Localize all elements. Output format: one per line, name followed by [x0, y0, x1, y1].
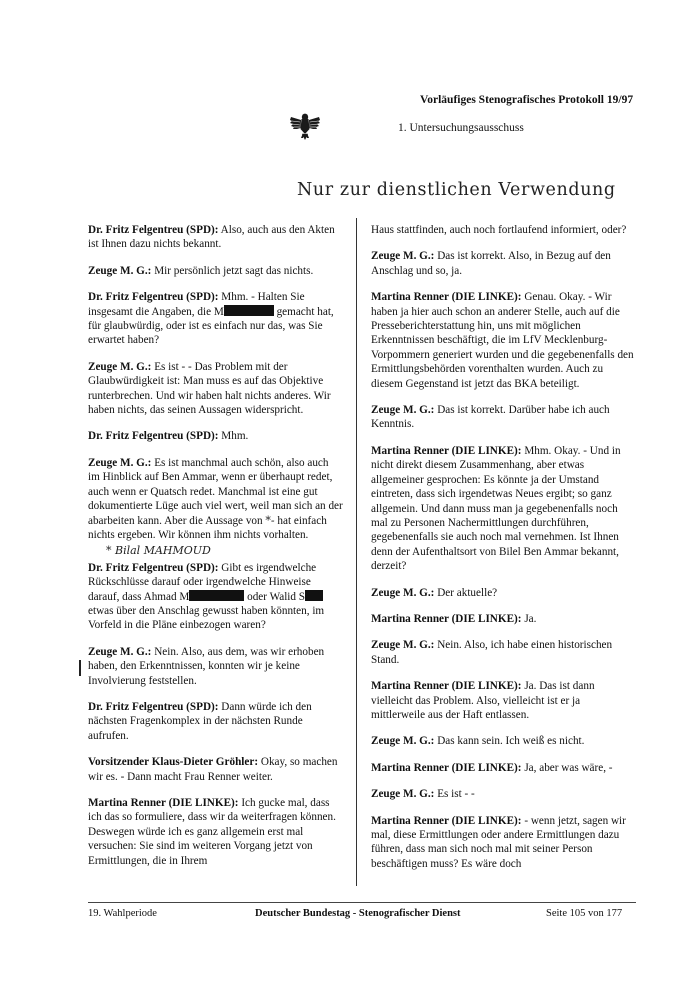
- statement-text: Mhm. Okay. - Und in nicht direkt diesem Zusammenhang, aber etwas allgemeiner gesprochen: Es könnte ja der Umstand eintreten, dass sich irgendetwas Neues ergibt; so ganz allgemein. Und dann muss man ja gegebenenfalls noch mal zu Personen Nachermittlungen durchführen, gegebenenfalls sie auch noch mal vernehmen. Ist Ihnen denn der Aufenthaltsort von Bilel Ben Ammar bekannt, derzeit?: [371, 444, 621, 573]
- transcript-entry: [371, 638, 634, 667]
- transcript-entry: [371, 679, 634, 722]
- page-number: Seite 105 von 177: [546, 908, 623, 919]
- speaker-name: Zeuge M. G.:: [371, 250, 435, 263]
- statement-text: Der aktuelle?: [437, 586, 498, 599]
- speaker-name: Martina Renner (DIE LINKE):: [371, 612, 522, 625]
- transcript-entry: [371, 444, 634, 574]
- footer-service: Deutscher Bundestag - Stenografischer Dienst: [255, 908, 461, 919]
- statement-text: Mhm.: [221, 430, 249, 443]
- transcript-entry: [88, 264, 343, 278]
- transcript-entry: [371, 249, 634, 278]
- statement-text: Ja. Das ist dann vielleicht das Problem. Also, vielleicht ist er ja mittlerweile aus der Haft entlassen.: [371, 680, 595, 721]
- transcript-entry: [88, 700, 343, 743]
- statement-text: Das kann sein. Ich weiß es nicht.: [437, 735, 585, 748]
- speaker-name: Zeuge M. G.:: [88, 645, 152, 658]
- statement-text: Dann würde ich den nächsten Fragenkomplex in der nächsten Runde aufrufen.: [88, 700, 312, 742]
- statement-text: Okay, so machen wir es. - Dann macht Frau Renner weiter.: [88, 756, 338, 783]
- classification-notice: Nur zur dienstlichen Verwendung: [297, 180, 616, 200]
- speaker-name: Dr. Fritz Felgentreu (SPD):: [88, 561, 219, 574]
- transcript-entry: [371, 612, 634, 626]
- committee-name: 1. Untersuchungsausschuss: [398, 122, 524, 134]
- speaker-name: Zeuge M. G.:: [371, 639, 435, 652]
- transcript-entry: [371, 734, 634, 748]
- transcript-entry: [371, 223, 634, 237]
- statement-text: Gibt es irgendwelche Rückschlüsse darauf oder irgendwelche Hinweise darauf, dass Ahmad M: [88, 561, 317, 603]
- statement-text: - wenn jetzt, sagen wir mal, diese Ermittlungen oder andere Ermittlungen dazu führen, dass man sich noch mal mit seiner Person beschäftigen muss? Es wäre doch: [371, 814, 626, 870]
- statement-text: Nein. Also, aus dem, was wir erhoben haben, den Erkenntnissen, konnten wir je keine Involvierung feststellen.: [88, 645, 325, 687]
- speaker-name: Dr. Fritz Felgentreu (SPD):: [88, 291, 219, 304]
- transcript-entry: [371, 586, 634, 600]
- handwritten-annotation: * Bilal MAHMOUD: [106, 544, 211, 558]
- transcript-entry: [88, 796, 343, 868]
- statement-text: Ja.: [524, 612, 537, 625]
- speaker-name: Zeuge M. G.:: [371, 404, 435, 417]
- speaker-name: Martina Renner (DIE LINKE):: [371, 291, 522, 304]
- transcript-entry: [371, 814, 634, 872]
- speaker-name: Martina Renner (DIE LINKE):: [371, 761, 522, 774]
- transcript-entry: [371, 761, 634, 775]
- speaker-name: Martina Renner (DIE LINKE):: [371, 680, 522, 693]
- protocol-title: Vorläufiges Stenografisches Protokoll 19/97: [420, 94, 634, 106]
- transcript-entry: [371, 403, 634, 432]
- right-column: [371, 223, 634, 883]
- handwritten-asterisk: *-: [265, 513, 275, 527]
- speaker-name: Zeuge M. G.:: [371, 788, 435, 801]
- speaker-name: Dr. Fritz Felgentreu (SPD):: [88, 430, 219, 443]
- statement-text: Es ist - - Das Problem mit der Glaubwürdigkeit ist: Man muss es auf das Objektive runterbrechen. Und wir haben halt nichts anderes. Wir haben nichts, das seinen Aussagen widerspricht.: [88, 360, 331, 417]
- margin-mark: [79, 660, 81, 676]
- statement-text: Genau. Okay. - Wir haben ja hier auch schon an anderer Stelle, auch auf die Presseberichterstattung hin, uns mit möglichen Erkenntnissen beschäftigt, die im LfV Mecklenburg-Vorpommern generiert wurden und die gegebenenfalls den Ermittlungsbehörden vorenthalten wurden. Auch zu diesem Gegenstand ist jetzt das BKA beteiligt.: [371, 291, 634, 390]
- statement-text: hat einfach nichts ergeben. Wir können ihm nichts vorhalten.: [88, 514, 327, 541]
- column-divider: [356, 218, 357, 886]
- transcript-entry: [88, 429, 343, 443]
- speaker-name: Dr. Fritz Felgentreu (SPD):: [88, 700, 219, 713]
- redaction-block: [224, 305, 274, 316]
- transcript-entry: [88, 456, 343, 542]
- transcript-entry: [88, 645, 343, 688]
- statement-text: gemacht hat, für glaubwürdig, oder ist es einfach nur das, was Sie erwartet haben?: [88, 305, 334, 347]
- statement-text: oder Walid S: [247, 590, 306, 603]
- statement-text: Ja, aber was wäre, -: [524, 761, 613, 774]
- speaker-name: Zeuge M. G.:: [88, 456, 152, 469]
- statement-text: Ich gucke mal, dass ich das so formuliere, dass wir da weiterfragen können. Deswegen würde ich es ganz allgemein erst mal versuchen: Sie sind im weiteren Vorgang jetzt von Ermittlungen, die in Ihrem: [88, 797, 336, 867]
- federal-eagle-icon: [287, 107, 323, 143]
- statement-text: Also, auch aus den Akten ist Ihnen dazu nichts bekannt.: [88, 224, 335, 251]
- speaker-name: Zeuge M. G.:: [371, 586, 435, 599]
- statement-text: Es ist - -: [437, 788, 475, 801]
- speaker-name: Vorsitzender Klaus-Dieter Gröhler:: [88, 756, 259, 769]
- speaker-name: Zeuge M. G.:: [88, 264, 152, 277]
- transcript-entry: [371, 290, 634, 391]
- footer-divider: [88, 902, 636, 903]
- speaker-name: Dr. Fritz Felgentreu (SPD):: [88, 224, 219, 236]
- transcript-entry: [371, 787, 634, 801]
- statement-text: Mhm. - Halten Sie insgesamt die Angaben, die M: [88, 291, 305, 318]
- speaker-name: Zeuge M. G.:: [88, 360, 152, 373]
- transcript-entry: [88, 360, 343, 418]
- transcript-entry: [88, 755, 343, 784]
- statement-text: etwas über den Anschlag gewusst haben könnten, im Vorfeld in die Pläne einbezogen waren?: [88, 604, 325, 632]
- footer-period: 19. Wahlperiode: [88, 908, 157, 919]
- redaction-block: [189, 590, 244, 601]
- statement-text: Es ist manchmal auch schön, also auch im Hinblick auf Ben Ammar, wenn er überhaupt redet, auch wenn er Quatsch redet. Manchmal ist eine gut dokumentierte Lüge auch viel wert, weil man sich an der abarbeiten kann. Aber die Aussage von: [88, 456, 343, 527]
- speaker-name: Martina Renner (DIE LINKE):: [88, 797, 239, 809]
- statement-text: Nein. Also, ich habe einen historischen Stand.: [371, 639, 613, 666]
- redaction-block: [305, 590, 323, 601]
- left-column: [88, 223, 343, 880]
- transcript-entry: [88, 223, 343, 252]
- statement-text: Das ist korrekt. Also, in Bezug auf den Anschlag und so, ja.: [371, 250, 611, 277]
- transcript-entry: [88, 561, 343, 633]
- speaker-name: Martina Renner (DIE LINKE):: [371, 814, 522, 827]
- statement-text: Haus stattfinden, auch noch fortlaufend informiert, oder?: [371, 224, 627, 236]
- speaker-name: Martina Renner (DIE LINKE):: [371, 444, 522, 457]
- speaker-name: Zeuge M. G.:: [371, 735, 435, 748]
- transcript-entry: [88, 290, 343, 348]
- statement-text: Mir persönlich jetzt sagt das nichts.: [154, 264, 314, 277]
- statement-text: Das ist korrekt. Darüber habe ich auch Kenntnis.: [371, 404, 610, 431]
